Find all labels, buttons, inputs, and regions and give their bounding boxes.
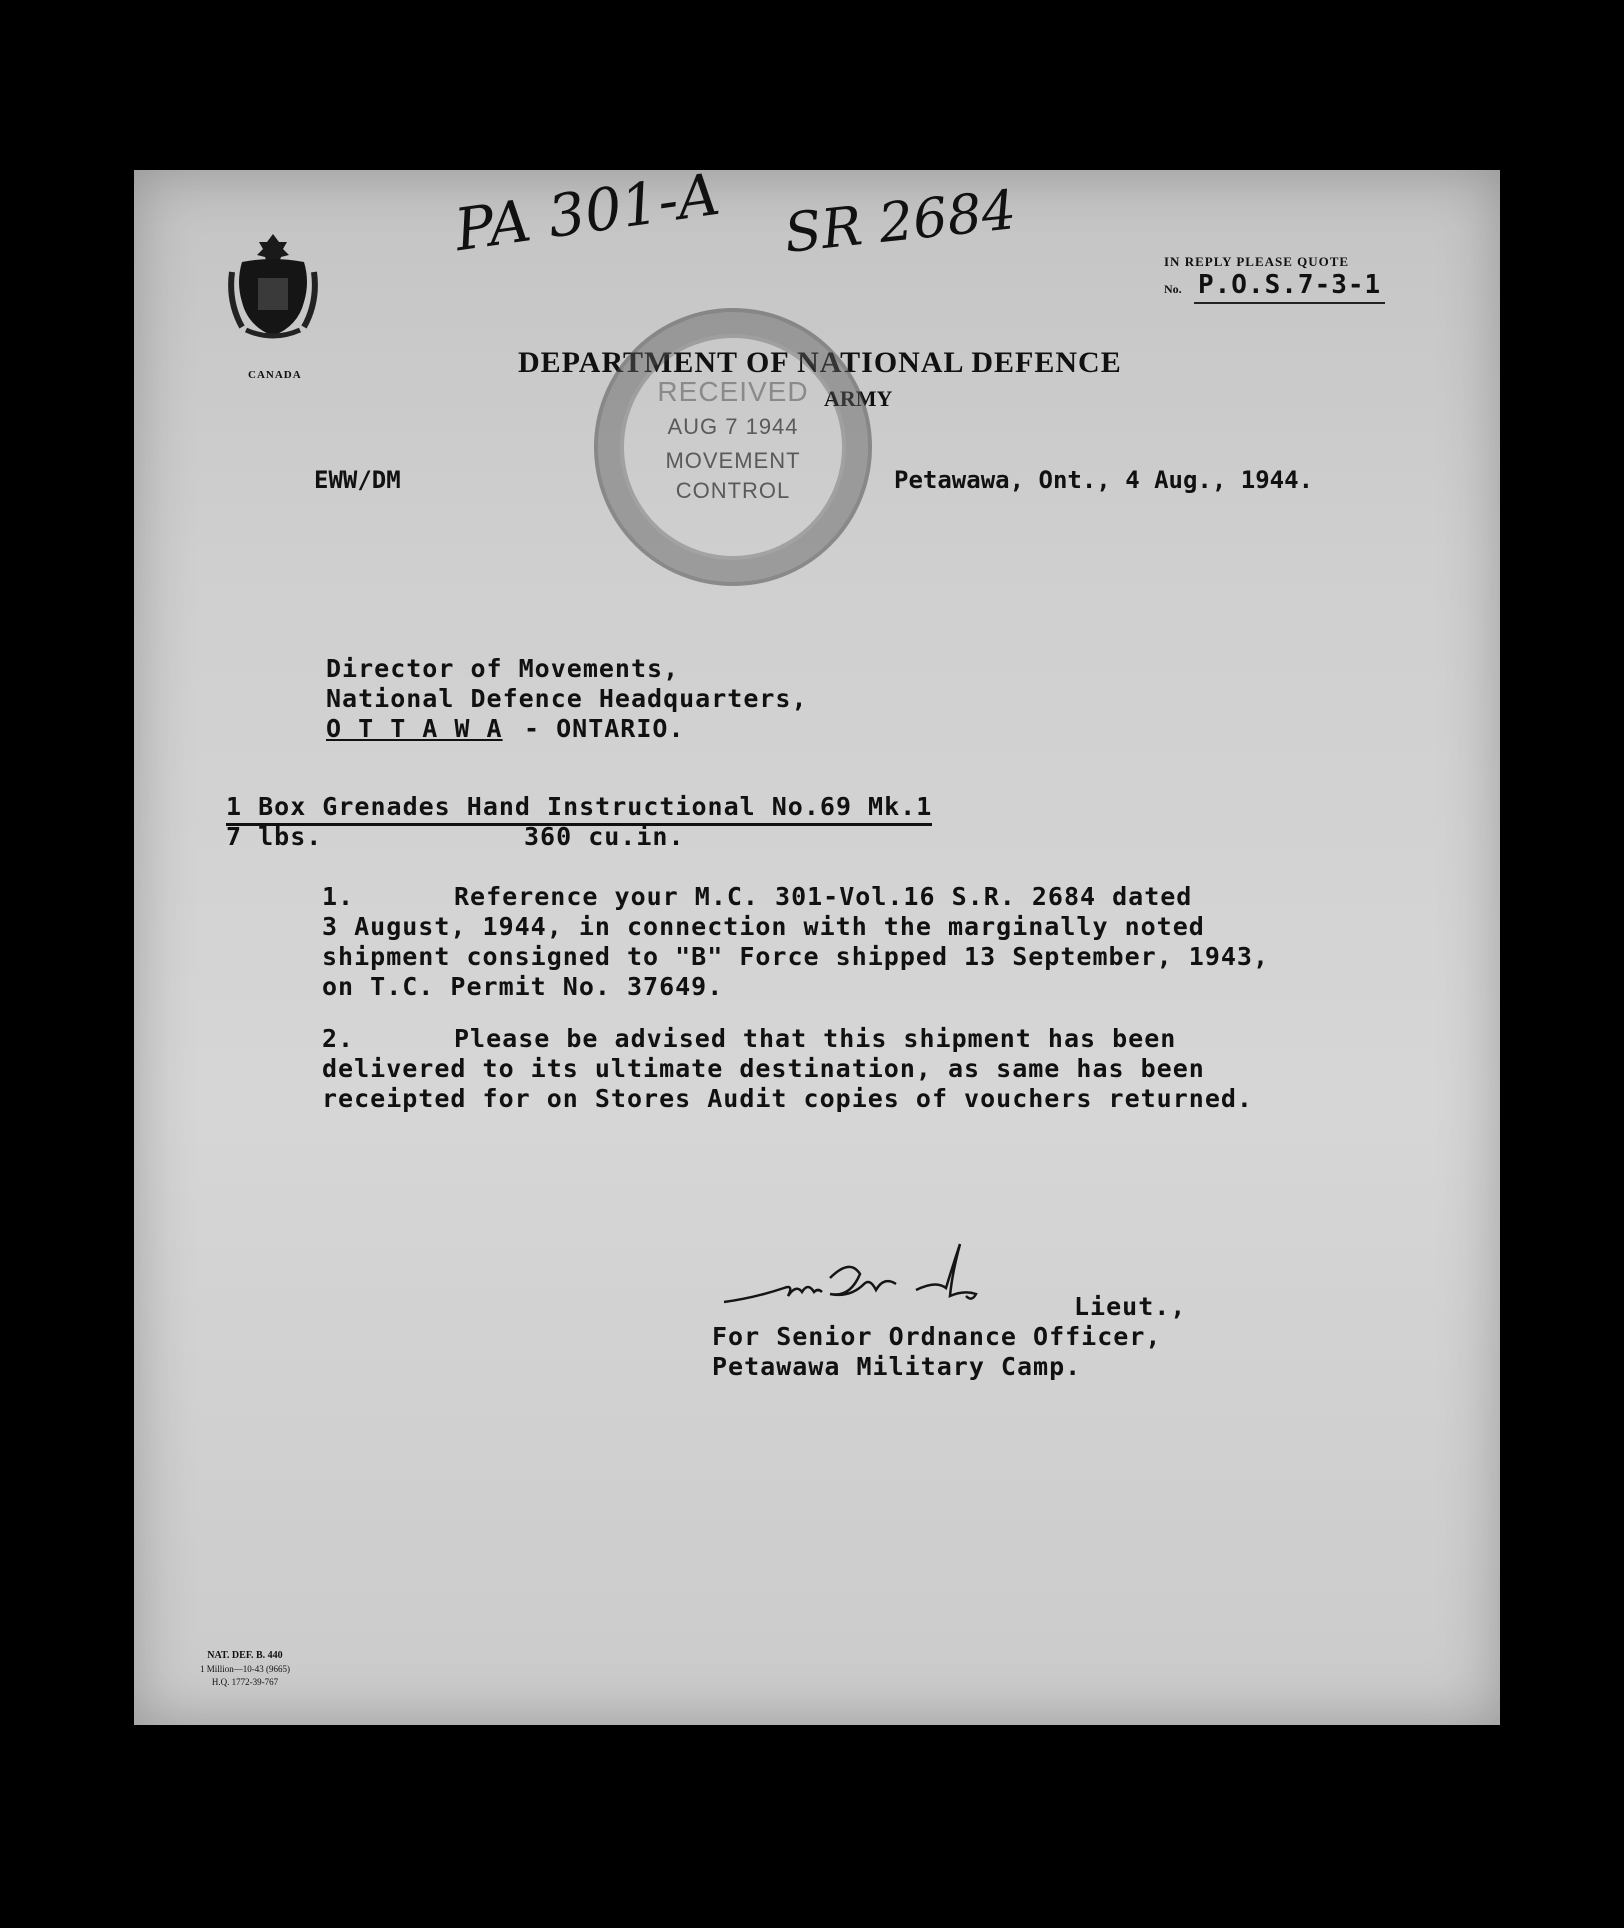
received-stamp: [594, 308, 872, 586]
signature-line2: Petawawa Military Camp.: [712, 1352, 1082, 1381]
subject-weight: 7 lbs.: [226, 822, 323, 851]
stamp-control: CONTROL: [675, 478, 791, 503]
signature-line1: For Senior Ordnance Officer,: [712, 1322, 1162, 1351]
form-print-run: 1 Million—10-43 (9665): [200, 1664, 290, 1674]
handwritten-sr-number: SR 2684: [781, 178, 1019, 265]
reference-initials: EWW/DM: [314, 466, 401, 494]
paragraph-1-number: 1.: [322, 882, 355, 911]
paragraph-2-first-line: Please be advised that this shipment has been: [454, 1024, 1177, 1053]
handwritten-signature: [720, 1238, 1070, 1318]
stamp-date: AUG 7 1944: [667, 414, 799, 439]
reply-heading: IN REPLY PLEASE QUOTE: [1164, 254, 1350, 269]
signature-rank: Lieut.,: [1074, 1292, 1187, 1321]
paragraph-1-line4: on T.C. Permit No. 37649.: [322, 972, 724, 1001]
paragraph-2-number: 2.: [322, 1024, 355, 1053]
addressee-line2: National Defence Headquarters,: [326, 684, 808, 713]
reply-no-label: No.: [1164, 282, 1182, 296]
letter-page: [134, 159, 1500, 1725]
reply-reference: P.O.S.7-3-1: [1194, 270, 1385, 304]
paragraph-2-line3: receipted for on Stores Audit copies of vouchers returned.: [322, 1084, 1253, 1113]
paragraph-1-first-line: Reference your M.C. 301-Vol.16 S.R. 2684 dated: [454, 882, 1193, 911]
subject-line: 1 Box Grenades Hand Instructional No.69 Mk.1: [226, 792, 932, 826]
stamp-movement: MOVEMENT: [665, 448, 801, 473]
addressee-city: O T T A W A: [326, 714, 503, 743]
handwritten-file-number: PA 301-A: [450, 159, 724, 265]
form-number: NAT. DEF. B. 440: [207, 1650, 283, 1661]
paragraph-1-line2: 3 August, 1944, in connection with the marginally noted: [322, 912, 1205, 941]
paragraph-1-line3: shipment consigned to "B" Force shipped 13 September, 1943,: [322, 942, 1270, 971]
crest-label: CANADA: [248, 369, 302, 381]
branch-title: ARMY: [824, 386, 893, 411]
form-hq-reference: H.Q. 1772-39-767: [211, 1677, 279, 1687]
department-title: DEPARTMENT OF NATIONAL DEFENCE: [518, 346, 1122, 379]
subject-volume: 360 cu.in.: [524, 822, 685, 851]
coat-of-arms-icon: [228, 232, 318, 352]
place-date: Petawawa, Ont., 4 Aug., 1944.: [894, 466, 1314, 494]
addressee-line1: Director of Movements,: [326, 654, 680, 683]
addressee-province: - ONTARIO.: [524, 714, 685, 743]
paragraph-2-line2: delivered to its ultimate destination, as same has been: [322, 1054, 1205, 1083]
stamp-received: RECEIVED: [657, 376, 809, 407]
